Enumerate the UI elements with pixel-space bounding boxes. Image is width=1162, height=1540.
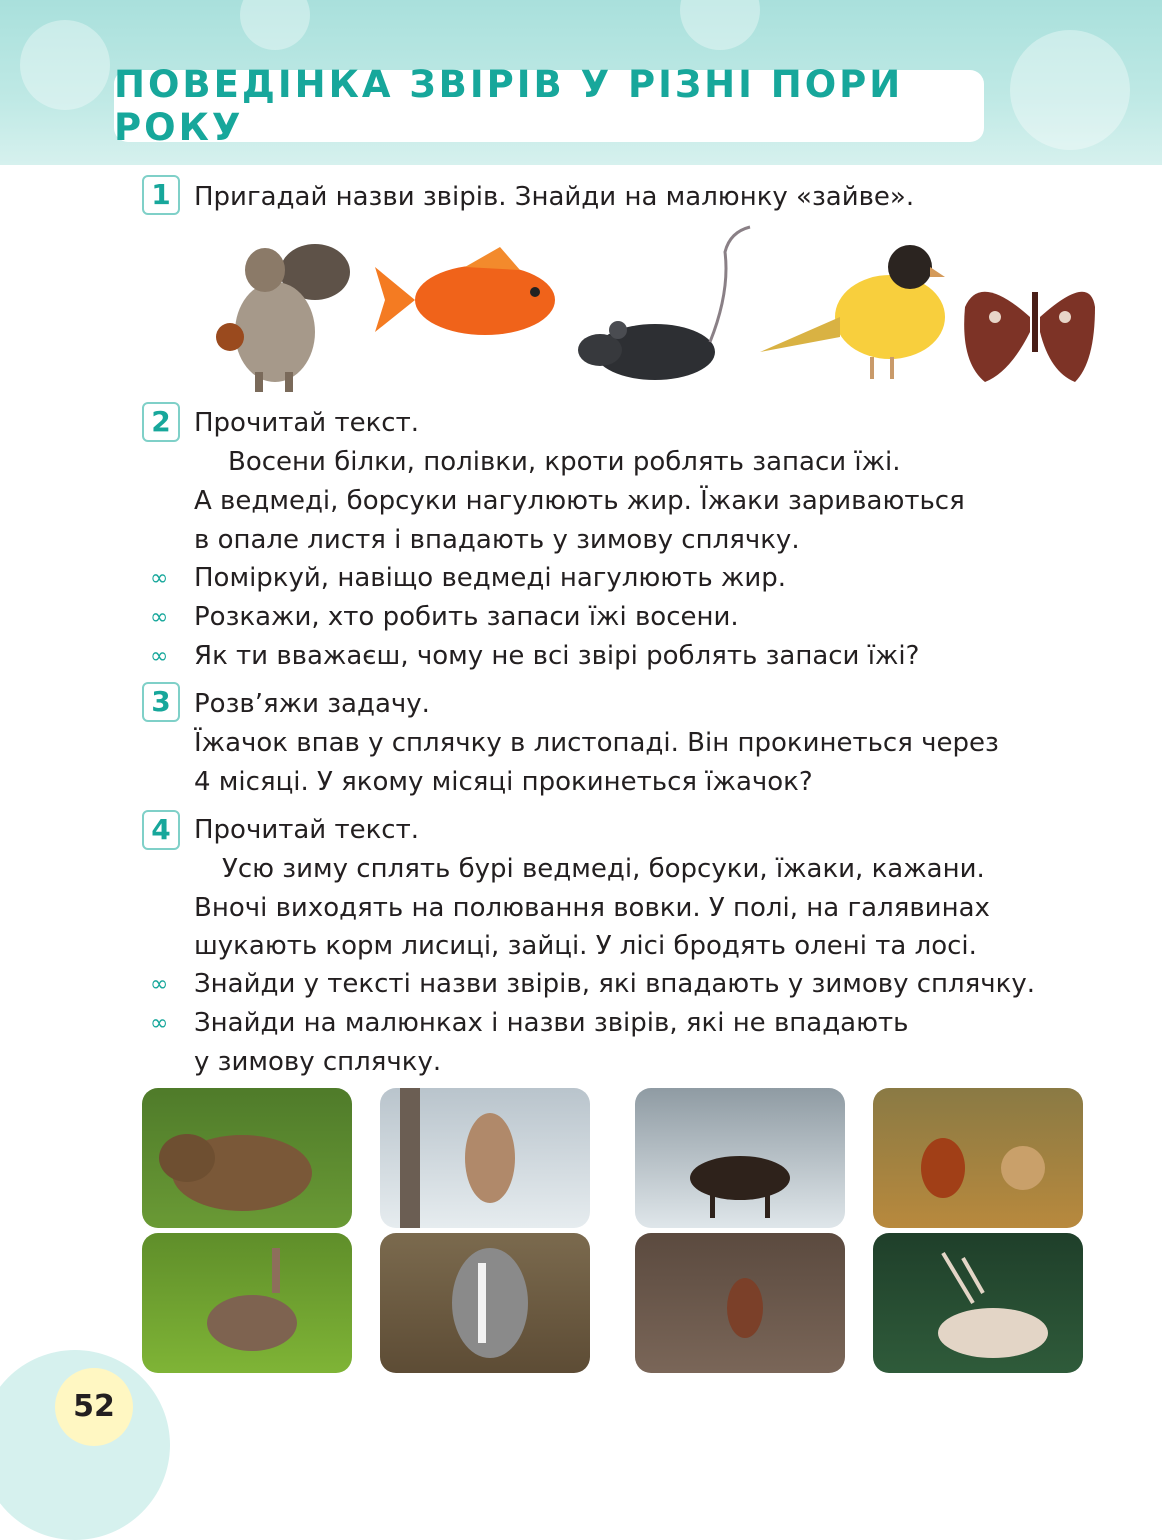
deer-photo <box>873 1233 1083 1373</box>
task-2-instruction: Прочитай текст. <box>194 408 420 438</box>
task-number-1: 1 <box>142 175 180 215</box>
bat-photo <box>635 1233 845 1373</box>
task-2-text-line: в опале листя і впадають у зимову сплячку. <box>194 525 800 555</box>
infinity-bullet-icon: ∞ <box>150 566 169 591</box>
task-2-question: Поміркуй, навіщо ведмеді нагулюють жир. <box>194 563 787 593</box>
task-3-text-line: Їжачок впав у сплячку в листопаді. Він прокинеться через <box>194 728 999 758</box>
page-number: 52 <box>55 1368 133 1446</box>
task-3-text-line: 4 місяці. У якому місяці прокинеться їжачок? <box>194 767 813 797</box>
task-4-text-line: шукають корм лисиці, зайці. У лісі бродять олені та лосі. <box>194 931 977 961</box>
moose-photo <box>635 1088 845 1228</box>
task-2-question: Як ти вважаєш, чому не всі звірі роблять запаси їжі? <box>194 641 920 671</box>
page-title-box <box>114 63 984 149</box>
task-4-text-line: Вночі виходять на полювання вовки. У полі, на галявинах <box>194 893 990 923</box>
wolf-photo <box>380 1088 590 1228</box>
infinity-bullet-icon: ∞ <box>150 972 169 997</box>
infinity-bullet-icon: ∞ <box>150 644 169 669</box>
bear-photo <box>142 1088 352 1228</box>
task-4-instruction: Прочитай текст. <box>194 815 420 845</box>
butterfly-icon <box>964 292 1095 382</box>
infinity-bullet-icon: ∞ <box>150 1011 169 1036</box>
task-2-text-line: Восени білки, полівки, кроти роблять запаси їжі. <box>228 447 901 477</box>
mouse-icon <box>578 227 750 380</box>
hare-photo <box>142 1233 352 1373</box>
infinity-bullet-icon: ∞ <box>150 605 169 630</box>
squirrel-icon <box>216 244 350 392</box>
goldfish-icon <box>375 247 555 335</box>
task-2-question: Розкажи, хто робить запаси їжі восени. <box>194 602 739 632</box>
task-number-3: 3 <box>142 682 180 722</box>
task-4-question: Знайди у тексті назви звірів, які впадають у зимову сплячку. <box>194 969 1036 999</box>
task-4-question: Знайди на малюнках і назви звірів, які не впадають <box>194 1008 909 1038</box>
bird-icon <box>760 245 945 379</box>
task-4-text-line: Усю зиму сплять бурі ведмеді, борсуки, їжаки, кажани. <box>222 854 985 884</box>
task-2-text-line: А ведмеді, борсуки нагулюють жир. Їжаки зариваються <box>194 486 965 516</box>
task-number-4: 4 <box>142 810 180 850</box>
animals-illustration-row <box>200 222 1100 397</box>
task-4-question: у зимову сплячку. <box>194 1047 442 1077</box>
badger-photo <box>380 1233 590 1373</box>
task-3-instruction: Розв’яжи задачу. <box>194 689 430 719</box>
task-1-instruction: Пригадай назви звірів. Знайди на малюнку «зайве». <box>194 182 915 212</box>
task-number-2: 2 <box>142 402 180 442</box>
squirrel-photo <box>873 1088 1083 1228</box>
page-title: ПОВЕДІНКА ЗВІРІВ У РІЗНІ ПОРИ РОКУ <box>114 63 904 149</box>
